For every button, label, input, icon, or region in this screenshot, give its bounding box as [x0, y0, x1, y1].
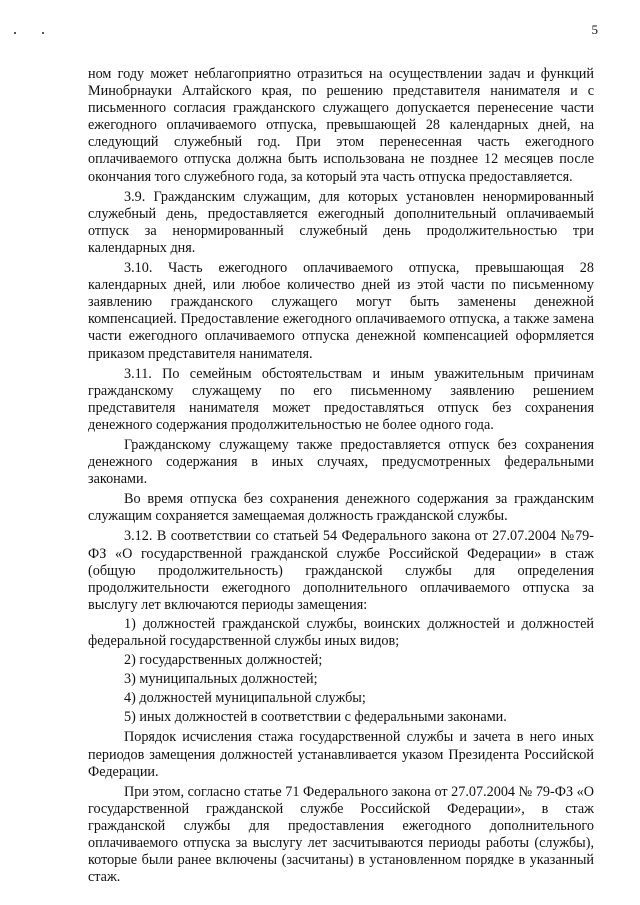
page-number: 5	[591, 22, 598, 37]
paragraph-continuation: ном году может неблагоприятно отразиться на осуществлении задач и функций Минобрнауки Алтайского края, по решению представителя нанимателя и с письменного согласия гражданского служащего допускается перенесение части ежегодного оплачиваемого отпуска, превышающей 28 календарных дней, на следующий служебный год. При этом перенесенная часть ежегодного оплачиваемого отпуска должна быть использована не позднее 12 месяцев после окончания того служебного года, за который эта часть отпуска предоставляется.	[88, 66, 594, 185]
paragraph-3-10: 3.10. Часть ежегодного оплачиваемого отпуска, превышающая 28 календарных дней, или любое количество дней из этой части по письменному заявлению гражданского служащего могут быть заменены денежной компенсацией. Предоставление ежегодного оплачиваемого отпуска, а также замена части ежегодного оплачиваемого отпуска денежной компенсацией оформляется приказом представителя нанимателя.	[88, 260, 594, 362]
list-item-5: 5) иных должностей в соответствии с федеральными законами.	[124, 709, 507, 726]
list-item-2: 2) государственных должностей;	[124, 652, 323, 669]
paragraph-position-retained: Во время отпуска без сохранения денежного содержания за гражданским служащим сохраняется замещаемая должность гражданской службы.	[88, 491, 594, 525]
document-body	[88, 66, 594, 886]
paragraph-3-12: 3.12. В соответствии со статьей 54 Федерального закона от 27.07.2004 №79-ФЗ «О государственной гражданской службе Российской Федерации» в стаж (общую продолжительность) гражданской службы для определения продолжительности ежегодного дополнительного оплачиваемого отпуска за выслугу лет включаются периоды замещения:	[88, 528, 594, 613]
paragraph-3-9: 3.9. Гражданским служащим, для которых установлен ненормированный служебный день, предоставляется ежегодный дополнительный оплачиваемый отпуск за ненормированный служебный день продолжительностью три календарных дня.	[88, 188, 594, 256]
paragraph-3-11: 3.11. По семейным обстоятельствам и иным уважительным причинам гражданскому служащему по его письменному заявлению решением представителя нанимателя может предоставляться отпуск без сохранения денежного содержания продолжительностью не более одного года.	[88, 365, 594, 433]
list-item-3: 3) муниципальных должностей;	[124, 671, 318, 688]
list-item-4: 4) должностей муниципальной службы;	[124, 690, 366, 707]
paragraph-seniority-procedure: Порядок исчисления стажа государственной службы и зачета в него иных периодов замещения должностей устанавливается указом Президента Российской Федерации.	[88, 729, 594, 780]
paragraph-unpaid-leave-other: Гражданскому служащему также предоставляется отпуск без сохранения денежного содержания в иных случаях, предусмотренных федеральными законами.	[88, 436, 594, 488]
scan-mark-right	[42, 32, 44, 34]
list-item-1: 1) должностей гражданской службы, воинских должностей и должностей федеральной государственной службы иных видов;	[88, 615, 594, 649]
paragraph-article-71: При этом, согласно статье 71 Федерального закона от 27.07.2004 № 79-ФЗ «О государственной гражданской службе Российской Федерации», в стаж гражданской службы для предоставления ежегодного дополнительного оплачиваемого отпуска за выслугу лет засчитываются периоды работы (службы), которые были ранее включены (засчитаны) в установленном порядке в указанный стаж.	[88, 783, 594, 886]
scan-mark-left	[14, 32, 16, 34]
